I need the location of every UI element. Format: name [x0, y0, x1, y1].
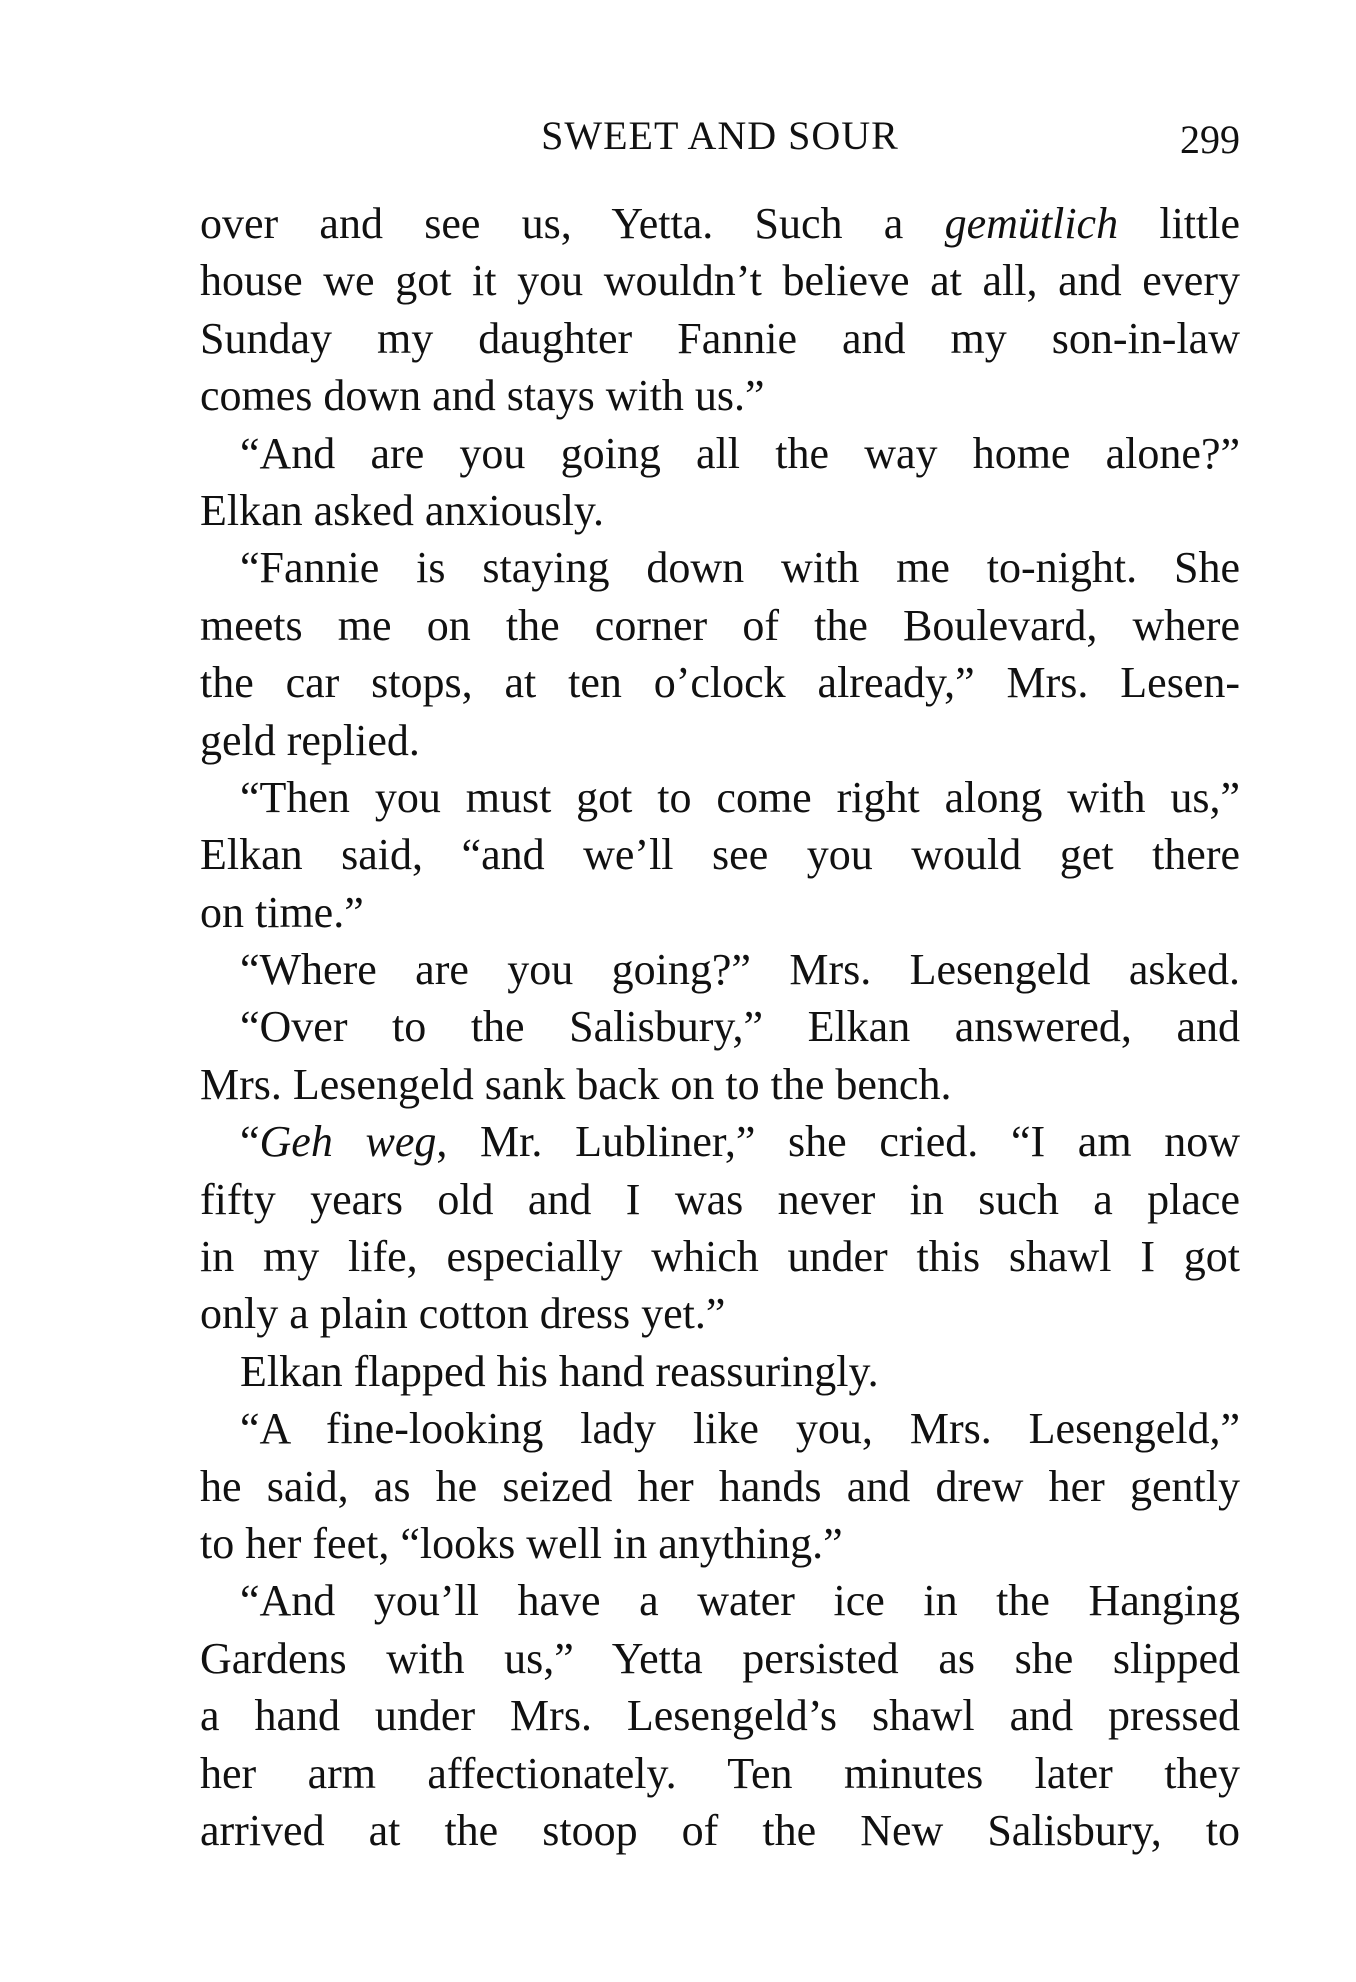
text-line: Gardens with us,” Yetta persisted as she slipped: [200, 1633, 1240, 1683]
text-line: geld replied.: [200, 715, 420, 765]
text-line: “Geh weg, Mr. Lubliner,” she cried. “I am now: [240, 1117, 1241, 1167]
text-line: Elkan flapped his hand reassuringly.: [240, 1346, 879, 1396]
text-line: her arm affectionately. Ten minutes later they: [200, 1748, 1240, 1798]
text-line: “And are you going all the way home alone?”: [240, 428, 1240, 478]
running-title: SWEET AND SOUR: [541, 113, 899, 158]
running-head: [200, 112, 1240, 172]
text-line: “Then you must got to come right along with us,”: [240, 772, 1240, 822]
text-line: “Where are you going?” Mrs. Lesengeld asked.: [240, 945, 1240, 995]
text-line: in my life, especially which under this shawl I got: [200, 1232, 1240, 1282]
text-line: Elkan said, “and we’ll see you would get there: [200, 830, 1240, 880]
text-line: the car stops, at ten o’clock already,” Mrs. Lesen-: [200, 658, 1240, 708]
page-number: 299: [1180, 117, 1240, 162]
text-line: to her feet, “looks well in anything.”: [200, 1518, 843, 1568]
text-line: only a plain cotton dress yet.”: [200, 1289, 726, 1339]
text-line: over and see us, Yetta. Such a gemütlich little: [200, 199, 1240, 248]
text-line: Elkan asked anxiously.: [200, 485, 605, 535]
text-line: “And you’ll have a water ice in the Hanging: [240, 1576, 1240, 1626]
text-line: Mrs. Lesengeld sank back on to the bench.: [200, 1059, 952, 1109]
text-line: “Fannie is staying down with me to-night. She: [240, 543, 1240, 593]
text-line: “A fine-looking lady like you, Mrs. Lesengeld,”: [240, 1404, 1240, 1454]
text-line: fifty years old and I was never in such a place: [200, 1174, 1240, 1224]
text-line: on time.”: [200, 887, 364, 937]
text-line: comes down and stays with us.”: [200, 371, 765, 421]
text-line: arrived at the stoop of the New Salisbury, to: [200, 1805, 1240, 1855]
text-line: house we got it you wouldn’t believe at all, and every: [200, 256, 1240, 306]
text-line: “Over to the Salisbury,” Elkan answered, and: [240, 1002, 1240, 1052]
text-line: meets me on the corner of the Boulevard, where: [200, 600, 1240, 650]
text-line: he said, as he seized her hands and drew her gently: [200, 1461, 1240, 1511]
text-line: Sunday my daughter Fannie and my son-in-law: [200, 313, 1240, 363]
body-text: [200, 195, 1240, 1859]
text-line: a hand under Mrs. Lesengeld’s shawl and pressed: [200, 1691, 1240, 1741]
